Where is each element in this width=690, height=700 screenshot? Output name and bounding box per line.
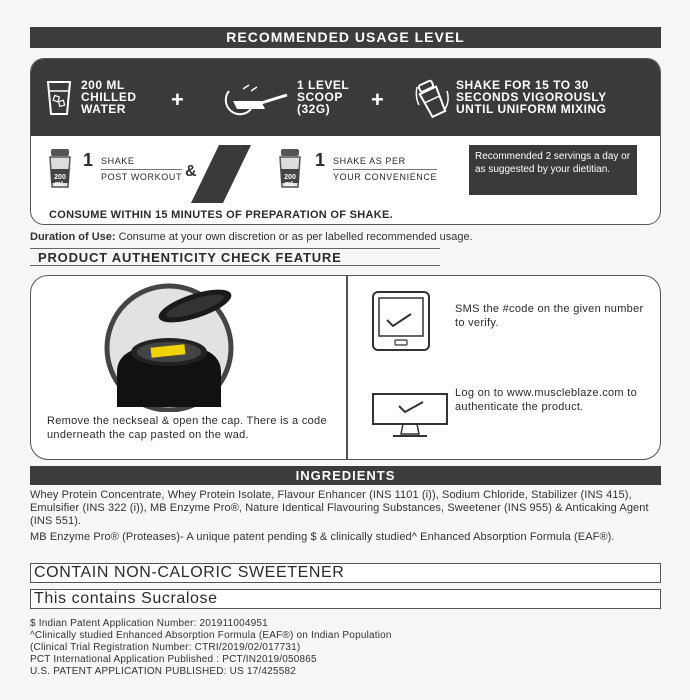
website-instruction: Log on to www.muscleblaze.com to authenticate the product. (455, 387, 638, 413)
divider (346, 276, 348, 459)
ampersand: & (185, 163, 197, 180)
usage-box: 200 ML CHILLED WATER + 1 LEVEL SCOOP (32G) + SHAKE FOR 15 TO 30 SECONDS VIGOROUSLY UNTIL UNIFORM MIXING 200 mL 1 SHAKE POST WORKOUT & 200 mL 1 SHAKE AS PER YOUR CONVENIENCE Recommended 2 servings a day or as suggested by your dietitian. CONSUME WITHIN 15 MINUTES OF PREPARATION OF SHAKE. (30, 58, 661, 225)
neckseal-instruction: Remove the neckseal & open the cap. There is a code underneath the cap pasted on the wad. (47, 415, 327, 441)
duration-of-use: Duration of Use: Consume at your own discretion or as per labelled recommended usage. (30, 231, 473, 243)
sweetener-warning: CONTAIN NON-CALORIC SWEETENER (30, 563, 661, 583)
sucralose-warning: This contains Sucralose (30, 589, 661, 609)
bottle-label: 200 mL (284, 174, 296, 188)
consume-note: CONSUME WITHIN 15 MINUTES OF PREPARATION OF SHAKE. (49, 209, 393, 221)
ingredients-list: Whey Protein Concentrate, Whey Protein Isolate, Flavour Enhancer (INS 1101 (i)), Sodium Chloride, Stabilizer (INS 415), Emulsifier (INS 322 (i)), MB Enzyme Pro®, Nature Identical Flavouring Substances, Sweetener (INS 955) & Anticaking Agent (INS 551). (30, 489, 649, 527)
authenticity-title: PRODUCT AUTHENTICITY CHECK FEATURE (30, 248, 440, 266)
step-shake: SHAKE FOR 15 TO 30 SECONDS VIGOROUSLY UNTIL UNIFORM MIXING (456, 78, 607, 116)
diagonal-separator (191, 145, 251, 203)
plus-icon: + (171, 87, 184, 112)
footnote: ^Clinically studied Enhanced Absorption Formula (EAF®) on Indian Population (30, 630, 392, 641)
footnote: U.S. PATENT APPLICATION PUBLISHED: US 17/425582 (30, 666, 296, 677)
bottle-label: 200 mL (54, 174, 66, 188)
phone-icon (371, 290, 431, 352)
shaker-icon (415, 77, 451, 119)
usage-title: RECOMMENDED USAGE LEVEL (30, 27, 661, 48)
step-water: 200 ML CHILLED WATER (81, 78, 137, 116)
plus-icon: + (371, 87, 384, 112)
enzyme-note: MB Enzyme Pro® (Proteases)- A unique patent pending $ & clinically studied^ Enhanced Absorption Formula (EAF®). (30, 531, 615, 543)
usage-steps-panel (31, 59, 660, 136)
step-scoop: 1 LEVEL SCOOP (32G) (297, 78, 350, 116)
glass-icon (45, 79, 73, 117)
footnote: $ Indian Patent Application Number: 201911004951 (30, 618, 268, 629)
footnote: PCT International Application Published : PCT/IN2019/050865 (30, 654, 317, 665)
scoop-icon (221, 79, 291, 119)
monitor-icon (371, 392, 449, 438)
ingredients-title: INGREDIENTS (30, 466, 661, 485)
recommendation-box: Recommended 2 servings a day or as suggested by your dietitian. (469, 145, 637, 195)
footnote: (Clinical Trial Registration Number: CTRI/2019/02/017731) (30, 642, 301, 653)
sms-instruction: SMS the #code on the given number to verify. (455, 303, 644, 329)
jar-cap-illustration (69, 282, 289, 412)
authenticity-box (30, 275, 661, 460)
